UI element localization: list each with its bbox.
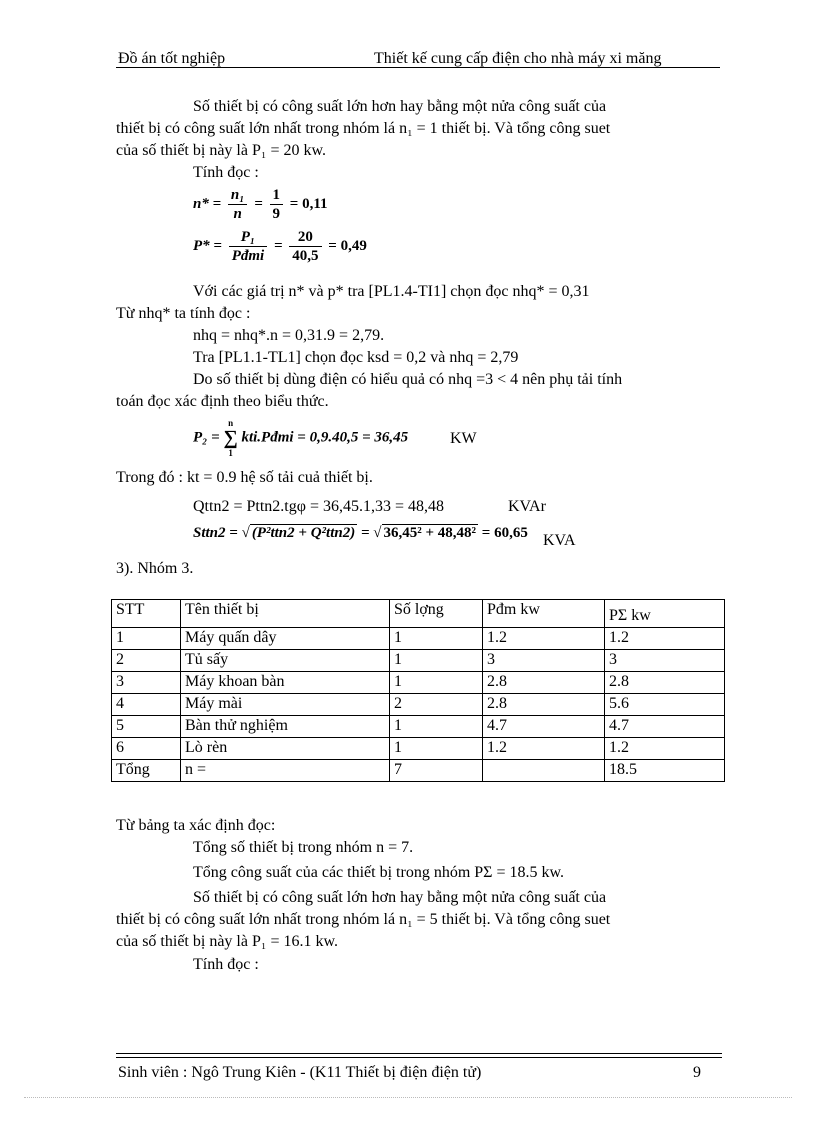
table-cell: 1 [390,672,483,694]
footer-author: Sinh viên : Ngô Trung Kiên - (K11 Thiết bị điện điện tử) [118,1064,482,1081]
table-cell: 1 [112,628,181,650]
table-cell: 18.5 [605,760,725,782]
para4-line-4: Số thiết bị có công suất lớn hơn hay bằng một nửa công suất của [193,889,607,906]
table-row [112,738,725,760]
formula-p2-unit: KW [450,430,477,447]
table-cell: 1.2 [605,628,725,650]
table-cell: 2.8 [483,694,605,716]
table-cell: Bàn thử nghiệm [181,716,390,738]
para2-line-5: Do số thiết bị dùng điện có hiểu quả có nhq =3 < 4 nên phụ tải tính [193,371,623,388]
s-formula: Sttn2 = √ (P²ttn2 + Q²ttn2) = √ 36,45² + 48,48² = 60,65 [193,525,528,541]
formula-n-star: n* = $\frac{\text{n₁}}{n}$ = $\frac{1}{9}$ = 0,11 [193,187,328,222]
table-header-cell: PΣ kw [605,600,725,628]
table-cell: Tủ sấy [181,650,390,672]
device-table [111,599,725,782]
table-cell: 3 [605,650,725,672]
table-row [112,628,725,650]
table-cell: 1 [390,738,483,760]
table-cell: 2 [390,694,483,716]
footer-divider [116,1053,722,1054]
table-cell: 1 [390,716,483,738]
para2-line-2: Từ nhq* ta tính đọc : [116,305,251,322]
para2-line-1: Với các giá trị n* và p* tra [PL1.4-TI1] chọn đọc nhq* = 0,31 [193,283,590,300]
table-cell: 1 [390,650,483,672]
intro-line-3: của số thiết bị này là P₁ = 20 kw. [116,142,326,159]
para4-line-1: Từ bảng ta xác định đọc: [116,817,276,834]
para2-line-4: Tra [PL1.1-TL1] chọn đọc ksd = 0,2 và nhq = 2,79 [193,349,519,366]
table-cell: 4 [112,694,181,716]
page-number: 9 [693,1064,701,1081]
table-cell: 6 [112,738,181,760]
table-cell: 2 [112,650,181,672]
s-unit: KVA [543,532,576,549]
table-cell: 1.2 [605,738,725,760]
table-header-cell: Số lợng [390,600,483,628]
para3-line-1: Trong đó : kt = 0.9 hệ số tải cuả thiết bị. [116,469,373,486]
tinh-doc-2: Tính đọc : [193,956,259,973]
table-cell: 2.8 [605,672,725,694]
table-cell: Lò rèn [181,738,390,760]
formula-p2: P₂ = n ∑ 1 kti.Pđmi = 0,9.40,5 = 36,45 [193,418,409,458]
table-cell: n = [181,760,390,782]
para4-line-2: Tổng số thiết bị trong nhóm n = 7. [193,839,414,856]
tinh-doc-1: Tính đọc : [193,164,259,181]
header-divider [116,67,720,68]
table-cell: Máy mài [181,694,390,716]
table-cell: 5.6 [605,694,725,716]
table-cell [483,760,605,782]
para4-line-6: của số thiết bị này là P₁ = 16.1 kw. [116,933,338,950]
table-row [112,672,725,694]
table-cell: 1.2 [483,628,605,650]
table-header-cell: Tên thiết bị [181,600,390,628]
intro-line-1: Số thiết bị có công suất lớn hơn hay bằng một nửa công suất của [193,98,607,115]
table-header-row [112,600,725,628]
q-unit: KVAr [508,498,546,515]
intro-line-2: thiết bị có công suất lớn nhất trong nhóm lá n₁ = 1 thiết bị. Và tổng công suet [116,120,611,137]
table-cell: Máy khoan bàn [181,672,390,694]
table-cell: 2.8 [483,672,605,694]
table-cell: 7 [390,760,483,782]
header-right: Thiết kế cung cấp điện cho nhà máy xi măng [374,50,662,67]
table-header-cell: Pđm kw [483,600,605,628]
formula-p-star: P* = $\frac{\text{P₁}}{\text{Pđmi}}$ = $\frac{20}{40,5}$ = 0,49 [193,229,367,264]
para4-line-5: thiết bị có công suất lớn nhất trong nhóm lá n₁ = 5 thiết bị. Và tổng công suet [116,911,611,928]
table-cell: 1.2 [483,738,605,760]
table-cell: 5 [112,716,181,738]
table-header-cell: STT [112,600,181,628]
group-title: 3). Nhóm 3. [116,560,194,577]
q-formula: Qttn2 = Pttn2.tgφ = 36,45.1,33 = 48,48 [193,498,444,515]
table-cell: Tổng [112,760,181,782]
table-cell: 3 [112,672,181,694]
table-cell: 4.7 [605,716,725,738]
para2-line-6: toán đọc xác định theo biểu thức. [116,393,329,410]
header-left: Đồ án tốt nghiệp [118,50,226,67]
para4-line-3: Tổng công suất của các thiết bị trong nhóm PΣ = 18.5 kw. [193,864,565,881]
footer-divider [116,1057,722,1058]
table-cell: 1 [390,628,483,650]
page-edge [24,1097,792,1098]
table-row [112,716,725,738]
para2-line-3: nhq = nhq*.n = 0,31.9 = 2,79. [193,327,385,344]
table-total-row [112,760,725,782]
table-cell: Máy quấn dây [181,628,390,650]
table-cell: 4.7 [483,716,605,738]
table-row [112,650,725,672]
table-cell: 3 [483,650,605,672]
table-row [112,694,725,716]
